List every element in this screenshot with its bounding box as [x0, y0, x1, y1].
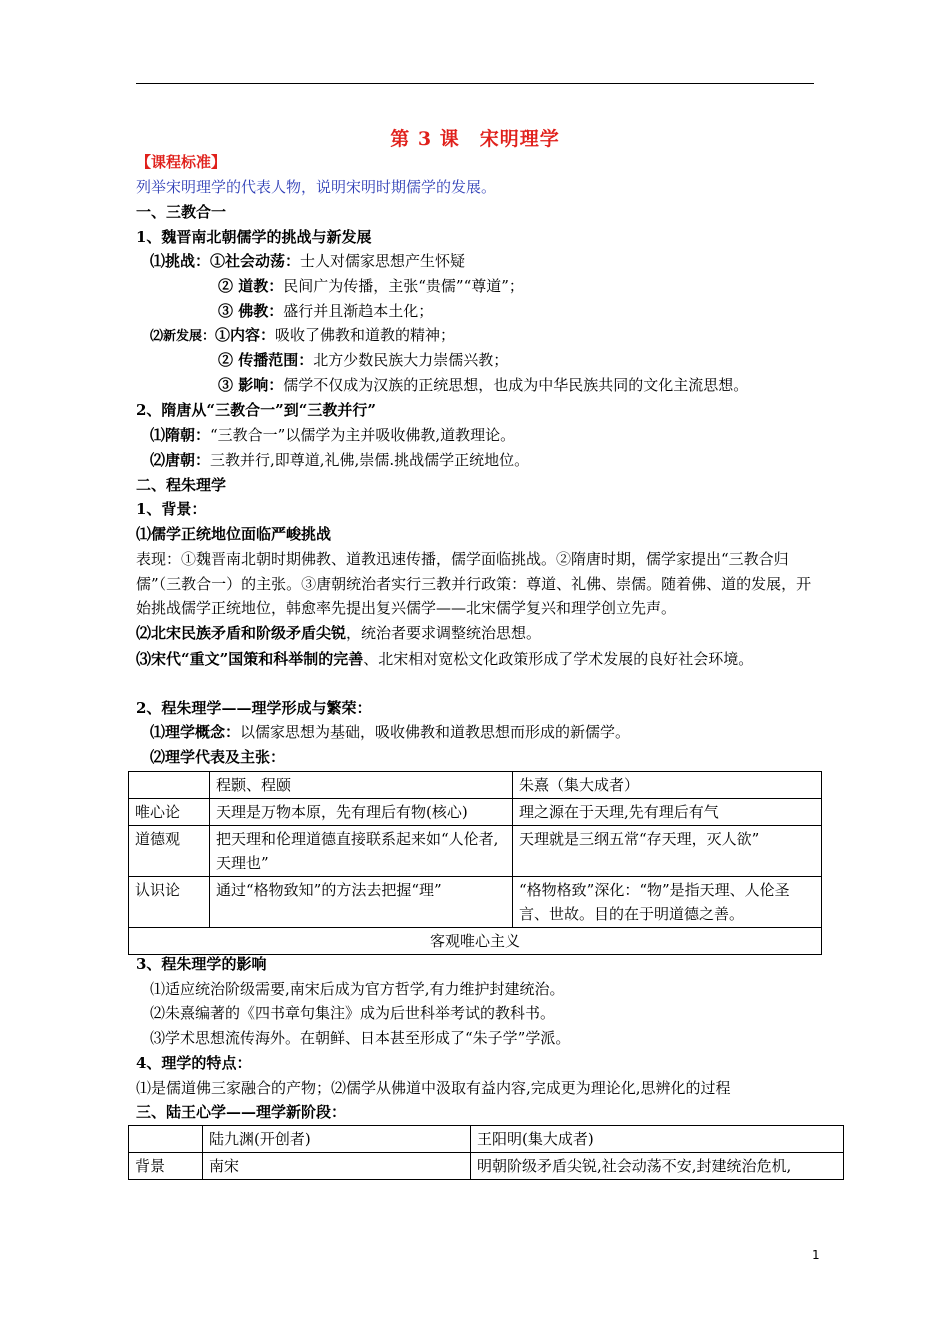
table-row [129, 826, 822, 877]
xinxue-table [128, 1125, 844, 1180]
lixue-table [128, 771, 822, 955]
table-header: 程颢、程颐 [210, 772, 513, 799]
section2-sub1: 1、背景： [136, 500, 207, 518]
development-b-label: ② 传播范围： [218, 351, 314, 369]
section1-heading: 一、三教合一 [136, 203, 227, 221]
table-cell: 天理就是三纲五常“存天理，灭人欲” [513, 826, 822, 877]
development-b-text: 北方少数民族大力崇儒兴教； [313, 351, 509, 369]
table-header: 王阳明(集大成者) [471, 1126, 844, 1153]
tang-label: ⑵唐朝： [150, 451, 211, 469]
standard-heading: 【课程标准】 [136, 153, 227, 171]
influence-item-2: ⑵朱熹编著的《四书章句集注》成为后世科举考试的教科书。 [150, 1004, 556, 1022]
table-cell: 天理是万物本原，先有理后有物(核心) [210, 799, 513, 826]
header-rule [136, 83, 814, 84]
section3-heading: 三、陆王心学——理学新阶段： [136, 1103, 347, 1121]
challenge-b-text: 民间广为传播，主张“贵儒”“尊道”； [283, 277, 524, 295]
development-a-label: ①内容： [215, 326, 276, 344]
background-point-2-label: ⑵北宋民族矛盾和阶级矛盾尖锐 [136, 624, 347, 642]
development-line-3 [218, 374, 748, 396]
sui-label: ⑴隋朝： [150, 426, 211, 444]
challenge-line-2 [218, 275, 524, 297]
challenge-a-label: ①社会动荡： [210, 252, 301, 270]
development-line-2 [218, 349, 508, 371]
influence-item-3: ⑶学术思想流传海外。在朝鲜、日本甚至形成了“朱子学”学派。 [150, 1029, 571, 1047]
tang-text: 三教并行,即尊道,礼佛,崇儒.挑战儒学正统地位。 [210, 451, 530, 469]
concept-text: 以儒家思想为基础，吸收佛教和道教思想而形成的新儒学。 [240, 723, 631, 741]
table-cell: 道德观 [129, 826, 210, 877]
influence-item-1: ⑴适应统治阶级需要,南宋后成为官方哲学,有力维护封建统治。 [150, 980, 565, 998]
table-row [129, 877, 822, 928]
table-header: 陆九渊(开创者) [203, 1126, 471, 1153]
table-cell [129, 772, 210, 799]
background-point-3-label: ⑶宋代“重文”国策和科举制的完善 [136, 650, 364, 668]
section1-sub1: 1、魏晋南北朝儒学的挑战与新发展 [136, 228, 372, 246]
table-cell: 唯心论 [129, 799, 210, 826]
section2-sub4: 4、理学的特点： [136, 1054, 252, 1072]
tang-line [150, 449, 529, 471]
development-c-label: ③ 影响： [218, 376, 284, 394]
table-header-row [129, 1126, 844, 1153]
section2-sub3: 3、程朱理学的影响 [136, 955, 267, 973]
sui-text: “三教合一”以儒学为主并吸收佛教,道教理论。 [210, 426, 516, 444]
table-cell: 把天理和伦理道德直接联系起来如“人伦者,天理也” [210, 826, 513, 877]
section1-sub2: 2、隋唐从“三教合一”到“三教并行” [136, 401, 376, 419]
background-point-3-text: 、北宋相对宽松文化政策形成了学术发展的良好社会环境。 [363, 650, 754, 668]
challenge-b-label: ② 道教： [218, 277, 284, 295]
development-c-text: 儒学不仅成为汉族的正统思想，也成为中华民族共同的文化主流思想。 [283, 376, 749, 394]
table-cell [129, 1126, 203, 1153]
background-point-2 [136, 622, 541, 644]
features-text: ⑴是儒道佛三家融合的产物；⑵儒学从佛道中汲取有益内容,完成更为理论化,思辨化的过程 [136, 1079, 731, 1097]
table-cell: 明朝阶级矛盾尖锐,社会动荡不安,封建统治危机, [471, 1153, 844, 1180]
challenge-line-3 [218, 300, 433, 322]
challenge-a-text: 士人对儒家思想产生怀疑 [300, 252, 466, 270]
section2-sub2: 2、程朱理学——理学形成与繁荣： [136, 699, 372, 717]
development-line-1 [150, 324, 455, 348]
table-footer-row [129, 928, 822, 955]
challenge-label: ⑴挑战： [150, 252, 211, 270]
challenge-line-1 [150, 250, 465, 272]
table-cell: 认识论 [129, 877, 210, 928]
concept-label: ⑴理学概念： [150, 723, 241, 741]
table-header-row [129, 772, 822, 799]
background-paragraph: 表现：①魏晋南北朝时期佛教、道教迅速传播，儒学面临挑战。②隋唐时期，儒学家提出“三教合归儒”（三教合一）的主张。③唐朝统治者实行三教并行政策：尊道、礼佛、崇儒。随着佛、道的发展，开始挑战儒学正统地位，韩愈率先提出复兴儒学——北宋儒学复兴和理学创立先声。 [136, 550, 812, 617]
table-cell: 南宋 [203, 1153, 471, 1180]
table-cell: 通过“格物致知”的方法去把握“理” [210, 877, 513, 928]
section2-heading: 二、程朱理学 [136, 476, 227, 494]
table-footer: 客观唯心主义 [129, 928, 822, 955]
representatives-heading: ⑵理学代表及主张： [150, 748, 286, 766]
table-cell: 背景 [129, 1153, 203, 1180]
lesson-title: 第 3 课 宋明理学 [390, 128, 560, 150]
table-row [129, 1153, 844, 1180]
concept-line [150, 721, 630, 743]
background-point-3 [136, 647, 816, 672]
page-number: 1 [812, 1248, 820, 1262]
table-cell: “格物格致”深化：“物”是指天理、人伦圣言、世故。目的在于明道德之善。 [513, 877, 822, 928]
background-point-2-text: ，统治者要求调整统治思想。 [346, 624, 542, 642]
sui-line [150, 424, 515, 446]
background-point-1: ⑴儒学正统地位面临严峻挑战 [136, 525, 332, 543]
table-header: 朱熹（集大成者） [513, 772, 822, 799]
development-label: ⑵新发展： [150, 329, 216, 344]
challenge-c-label: ③ 佛教： [218, 302, 284, 320]
standard-text: 列举宋明理学的代表人物，说明宋明时期儒学的发展。 [136, 178, 497, 196]
table-cell: 理之源在于天理,先有理后有气 [513, 799, 822, 826]
challenge-c-text: 盛行并且渐趋本土化； [283, 302, 434, 320]
table-row [129, 799, 822, 826]
development-a-text: 吸收了佛教和道教的精神； [275, 326, 456, 344]
